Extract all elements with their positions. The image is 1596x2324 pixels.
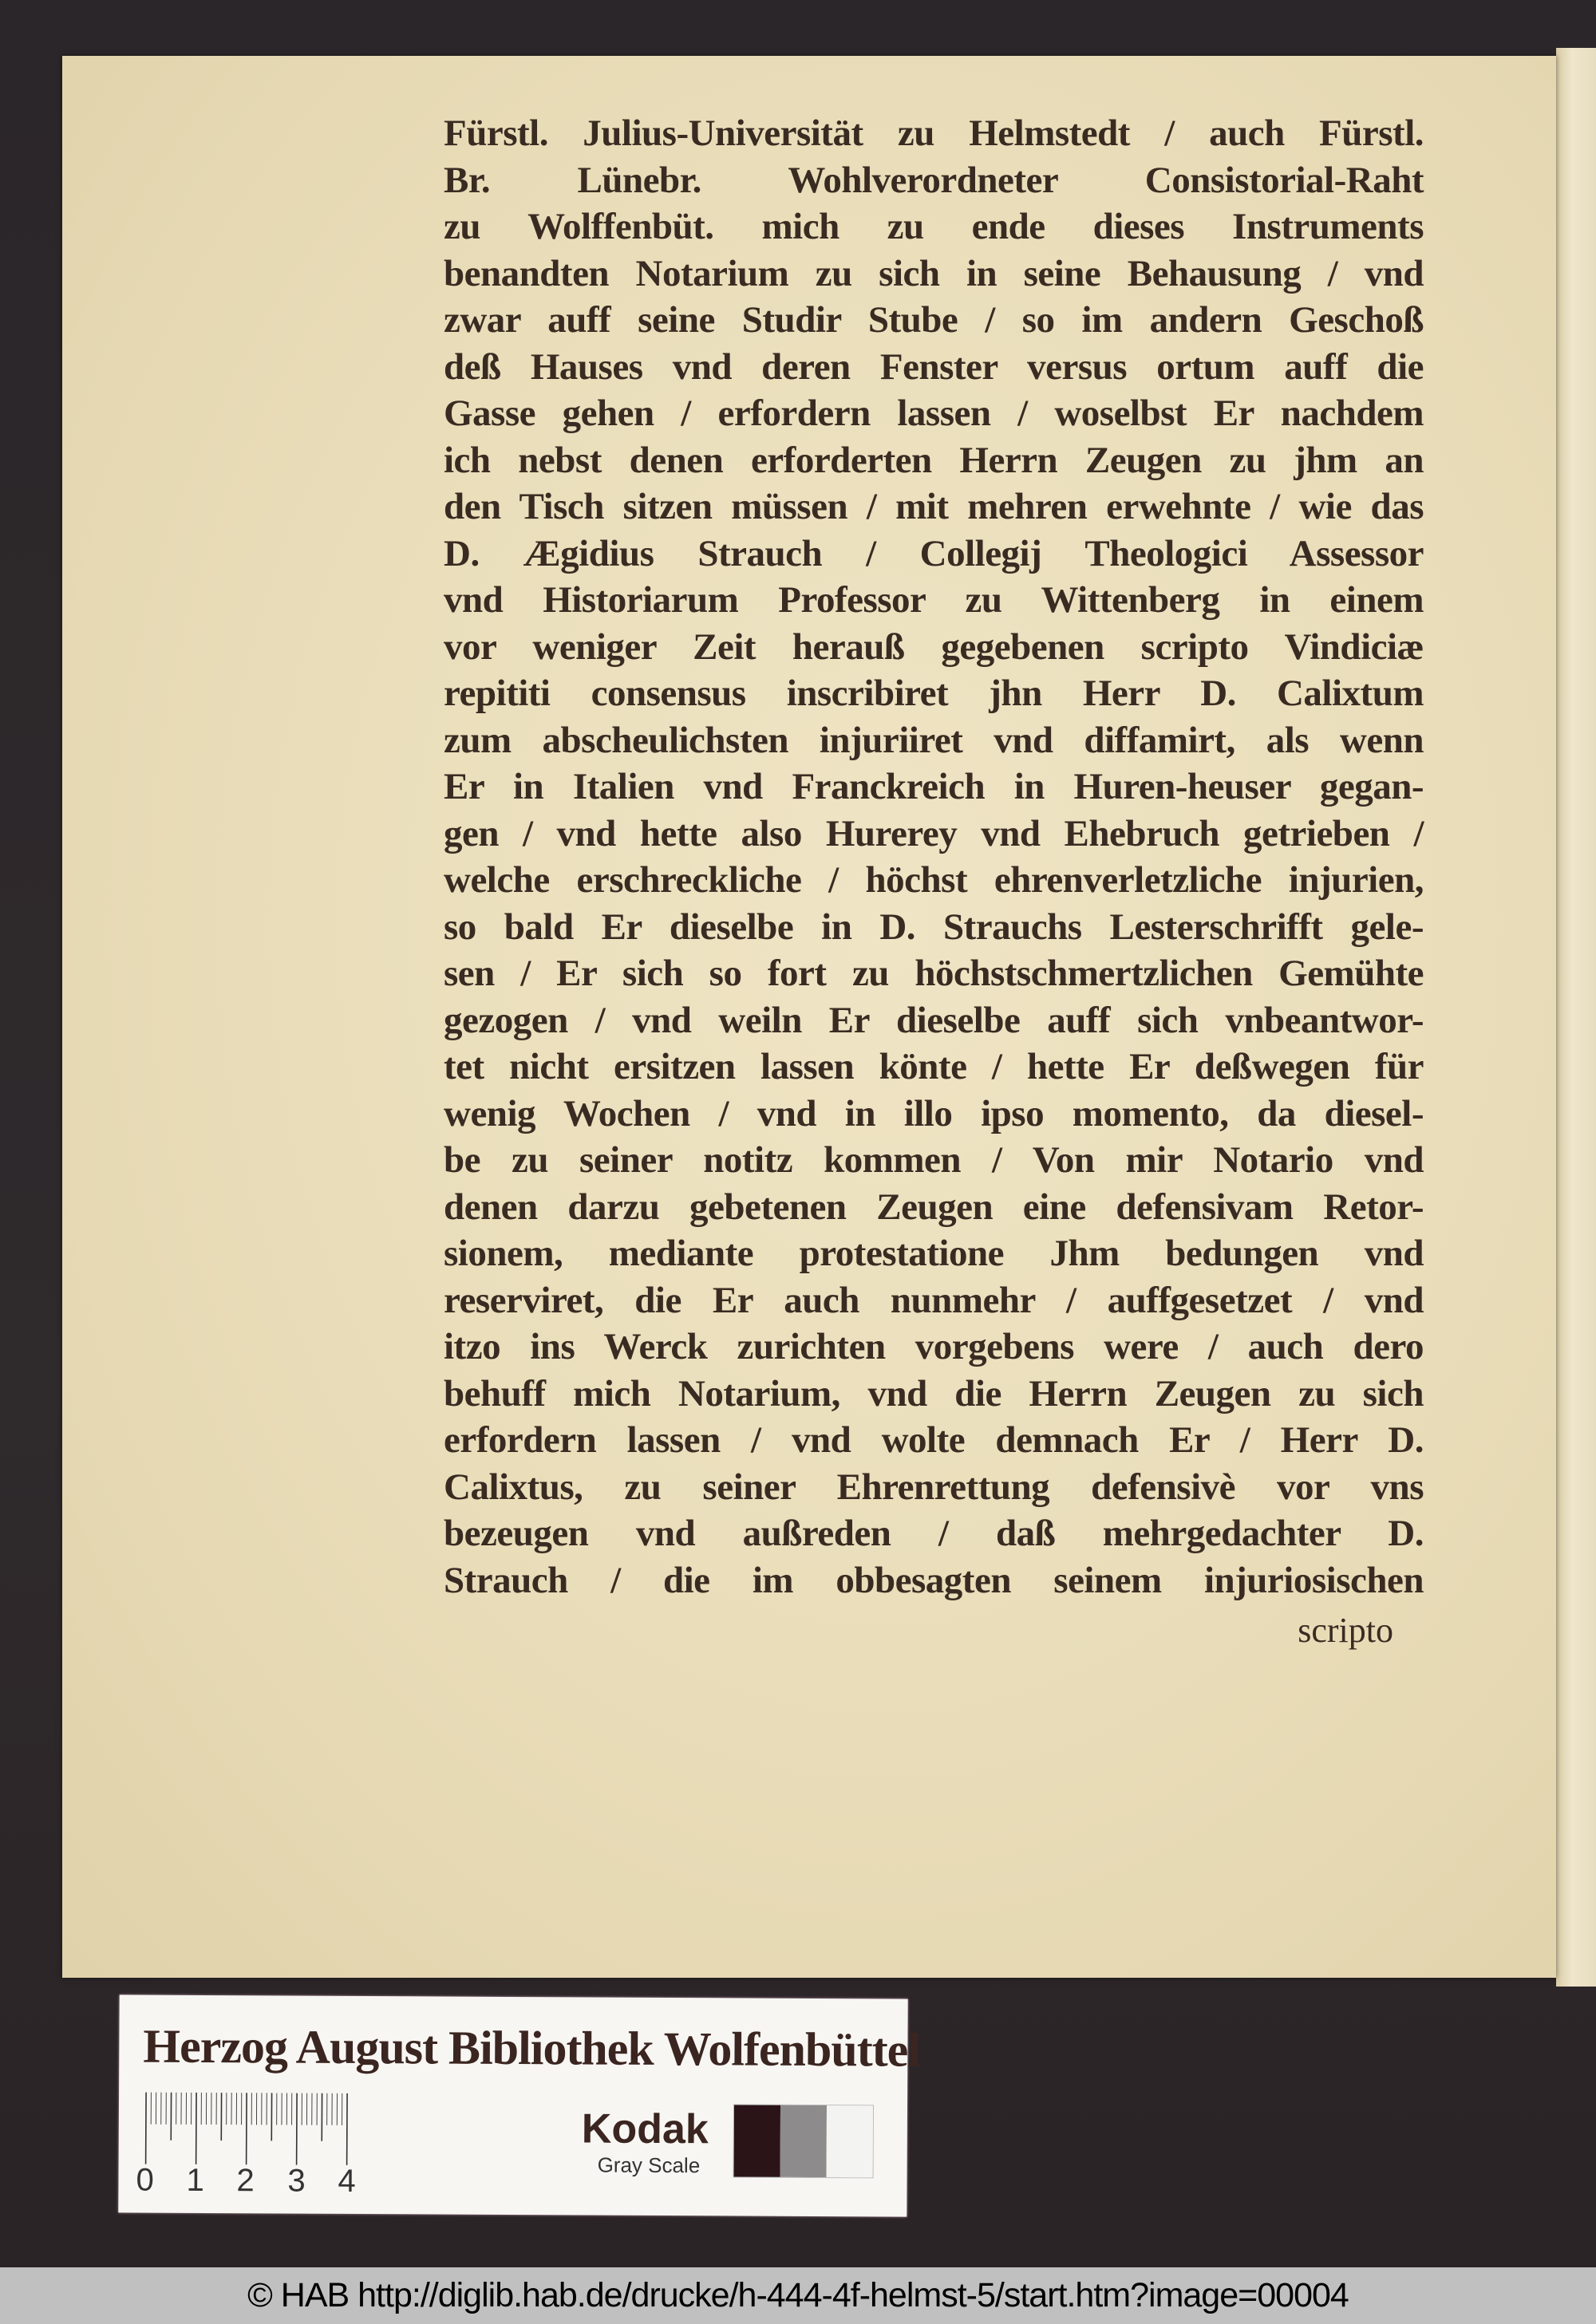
text-line: Calixtus, zu seiner Ehrenrettung defensivè vor vns [444,1466,1424,1508]
color-calibration-card [118,1995,921,2216]
text-line: Er in Italien vnd Franckreich in Huren-heuser gegan- [444,766,1424,807]
text-line: so bald Er dieselbe in D. Strauchs Lesterschrifft gele- [444,906,1424,948]
kodak-logo: Kodak [581,2105,709,2153]
ruler-number: 4 [338,2163,356,2199]
text-line: Br. Lünebr. Wohlverordneter Consistorial-Raht [444,159,1424,201]
text-line: be zu seiner notitz kommen / Von mir Notario vnd [444,1139,1424,1181]
gray-scale-label: Gray Scale [597,2152,701,2178]
text-line: reserviret, die Er auch nunmehr / auffgesetzet / vnd [444,1279,1424,1321]
text-line: denen darzu gebetenen Zeugen eine defensivam Retor- [444,1186,1424,1228]
text-line: erfordern lassen / vnd wolte demnach Er / Herr D. [444,1419,1424,1461]
ruler-number: 3 [287,2163,306,2199]
catchword: scripto [1298,1611,1393,1650]
text-line: wenig Wochen / vnd in illo ipso momento, da diesel- [444,1092,1424,1134]
text-line: vnd Historiarum Professor zu Wittenberg in einem [444,579,1424,621]
text-line: zwar auff seine Studir Stube / so im andern Geschoß [444,299,1424,341]
gray-patch [780,2105,827,2177]
adjacent-page-edge [1556,48,1596,1987]
text-line: welche erschreckliche / höchst ehrenverletzliche injurien, [444,859,1424,901]
text-line: benandten Notarium zu sich in seine Behausung / vnd [444,252,1424,294]
page-text [444,110,1424,1604]
text-line: den Tisch sitzen müssen / mit mehren erwehnte / wie das [444,486,1424,527]
text-line: gezogen / vnd weiln Er dieselbe auff sich vnbeantwor- [444,999,1424,1041]
text-line: gen / vnd hette also Hurerey vnd Ehebruch getrieben / [444,812,1424,854]
ruler-number: 2 [236,2163,255,2199]
ruler-number: 0 [136,2162,154,2198]
text-line: tet nicht ersitzen lassen könte / hette Er deßwegen für [444,1046,1424,1087]
text-line: sionem, mediante protestatione Jhm bedungen vnd [444,1233,1424,1274]
text-line: Fürstl. Julius-Universität zu Helmstedt / auch Fürstl. [444,112,1424,154]
ruler-number: 1 [186,2162,204,2198]
ruler-ticks [143,2091,558,2169]
text-line: D. Ægidius Strauch / Collegij Theologici Assessor [444,532,1424,574]
copyright-footer: © HAB http://diglib.hab.de/drucke/h-444-4f-helmst-5/start.htm?image=00004 [0,2267,1596,2324]
library-name: Herzog August Bibliothek Wolfenbüttel [143,2019,921,2077]
gray-patch [734,2105,780,2176]
text-line: deß Hauses vnd deren Fenster versus ortum auff die [444,345,1424,388]
text-line: bezeugen vnd außreden / daß mehrgedachter D. [444,1513,1424,1554]
gray-scale-patches [733,2104,874,2178]
text-line: ich nebst denen erforderten Herrn Zeugen zu jhm an [444,439,1424,481]
text-line: behuff mich Notarium, vnd die Herrn Zeugen zu sich [444,1372,1424,1415]
gray-patch [827,2105,873,2177]
text-line: zum abscheulichsten injuriiret vnd diffamirt, als wenn [444,719,1424,761]
text-line: itzo ins Werck zurichten vorgebens were / auch dero [444,1326,1424,1367]
text-line: vor weniger Zeit herauß gegebenen scripto Vindiciæ [444,625,1424,668]
text-line: Strauch / die im obbesagten seinem injuriosischen [444,1559,1424,1601]
text-line: Gasse gehen / erfordern lassen / woselbst Er nachdem [444,393,1424,434]
text-line: zu Wolffenbüt. mich zu ende dieses Instruments [444,206,1424,247]
text-line: repititi consensus inscribiret jhn Herr D. Calixtum [444,673,1424,714]
text-line: sen / Er sich so fort zu höchstschmertzlichen Gemühte [444,953,1424,994]
ruler [136,2091,558,2205]
